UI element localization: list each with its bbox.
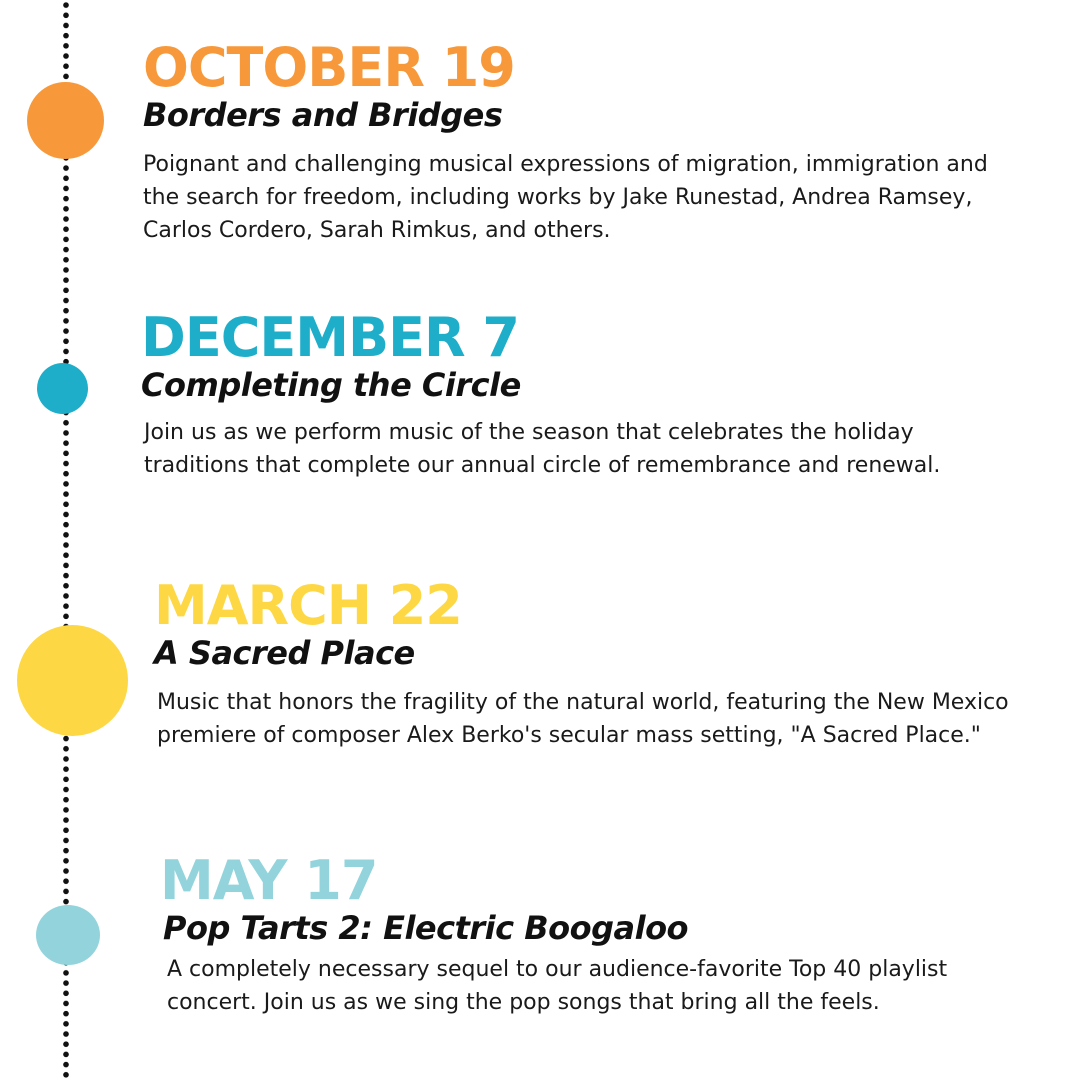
event-date: OCTOBER 19 — [143, 36, 515, 99]
event-date: MAY 17 — [160, 849, 378, 912]
event-march-22 — [154, 574, 1034, 752]
event-title: Borders and Bridges — [143, 96, 503, 134]
event-description: A completely necessary sequel to our audience-favorite Top 40 playlist concert. Join us as we sing the pop songs that bring all the feels. — [167, 957, 948, 1015]
event-december-7 — [141, 306, 1021, 482]
event-description: Join us as we perform music of the season that celebrates the holiday traditions that complete our annual circle of remembrance and renewal. — [144, 420, 941, 478]
timeline-marker-may — [36, 905, 100, 965]
event-title: Pop Tarts 2: Electric Boogaloo — [163, 909, 689, 947]
timeline-marker-october — [27, 82, 104, 159]
event-date: MARCH 22 — [154, 574, 462, 637]
event-description: Poignant and challenging musical expressions of migration, immigration and the search for freedom, including works by Jake Runestad, Andrea Ramsey, Carlos Cordero, Sarah Rimkus, and others. — [143, 152, 988, 243]
timeline-marker-december — [37, 363, 88, 414]
event-october-19 — [143, 36, 1023, 247]
event-date: DECEMBER 7 — [141, 306, 519, 369]
event-may-17 — [160, 849, 1060, 1019]
timeline-marker-march — [17, 625, 128, 736]
event-description: Music that honors the fragility of the natural world, featuring the New Mexico premiere of composer Alex Berko's secular mass setting, "A Sacred Place." — [157, 690, 1009, 748]
event-title: A Sacred Place — [154, 634, 415, 672]
event-title: Completing the Circle — [141, 366, 521, 404]
